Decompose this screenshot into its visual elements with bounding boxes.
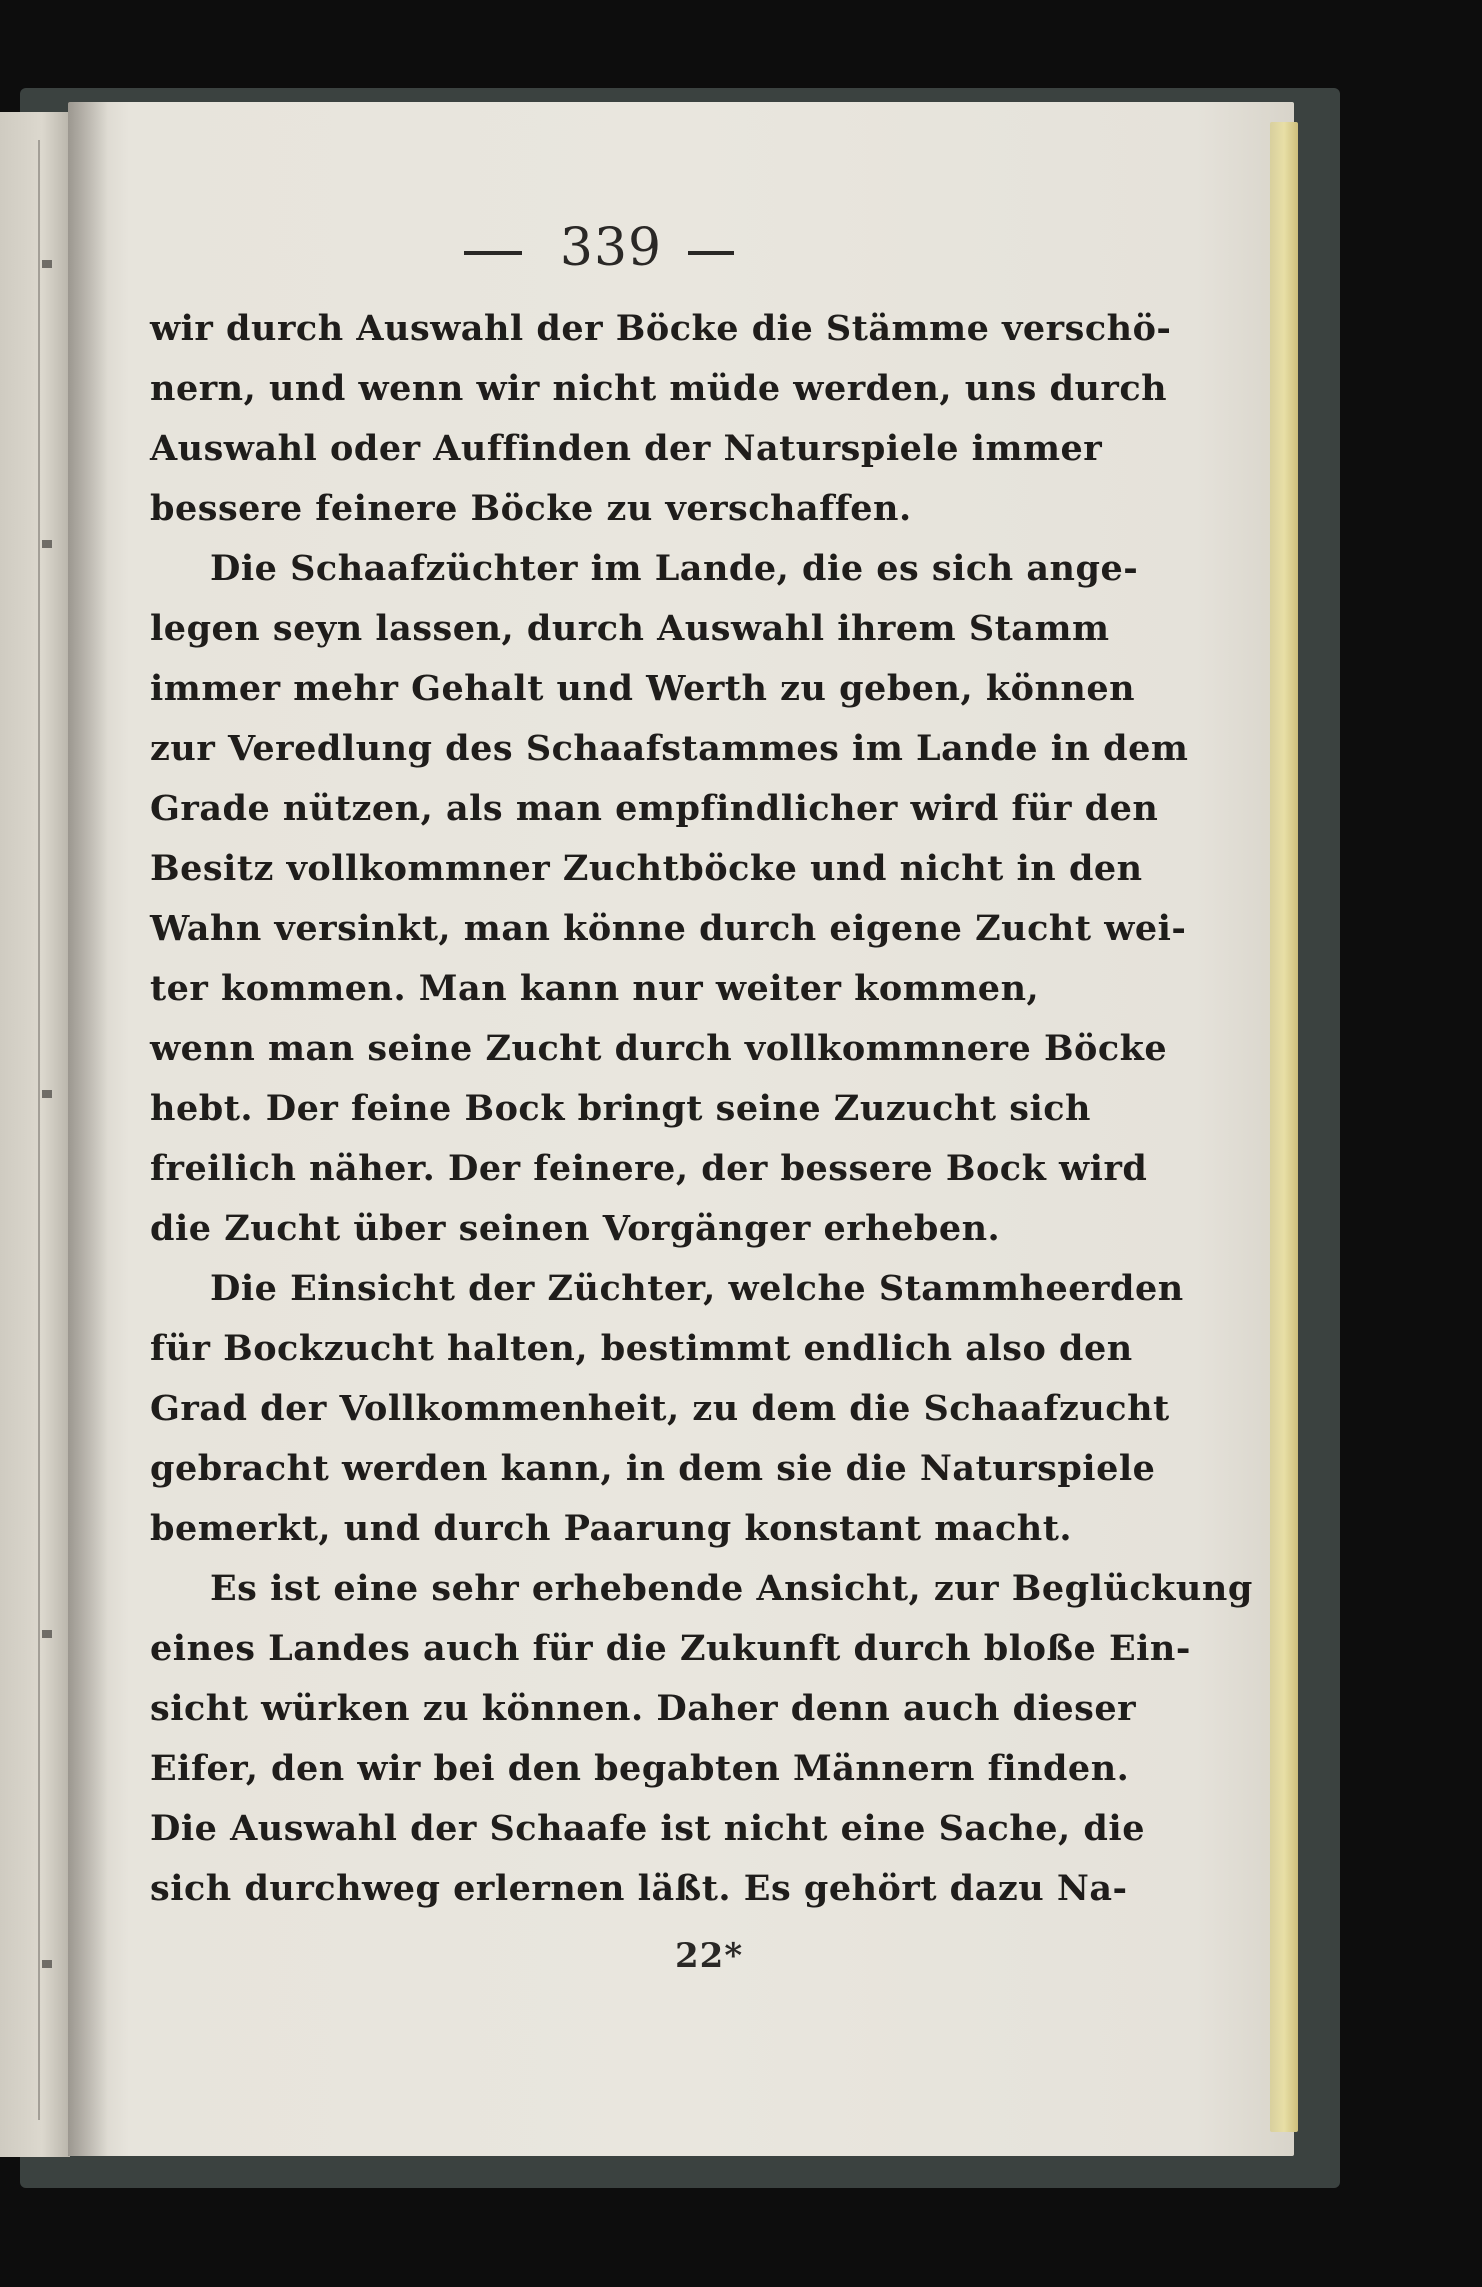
signature-mark: 22* — [675, 1936, 744, 1976]
text-line: wenn man seine Zucht durch vollkommnere Böcke — [150, 1028, 1168, 1069]
text-line: Besitz vollkommner Zuchtböcke und nicht in den — [150, 848, 1143, 889]
header-dash-right — [688, 251, 734, 255]
text-line: zur Veredlung des Schaafstammes im Lande in dem — [150, 728, 1189, 769]
text-line: Die Auswahl der Schaafe ist nicht eine Sache, die — [150, 1808, 1145, 1849]
text-line: immer mehr Gehalt und Werth zu geben, können — [150, 668, 1136, 709]
text-line: Es ist eine sehr erhebende Ansicht, zur Beglückung — [210, 1568, 1253, 1609]
text-line: nern, und wenn wir nicht müde werden, uns durch — [150, 368, 1168, 409]
text-line: die Zucht über seinen Vorgänger erheben. — [150, 1208, 1001, 1249]
text-line: hebt. Der feine Bock bringt seine Zuzucht sich — [150, 1088, 1091, 1129]
facing-page-mark — [42, 1960, 52, 1968]
text-line: gebracht werden kann, in dem sie die Naturspiele — [150, 1448, 1156, 1489]
text-line: Die Einsicht der Züchter, welche Stammheerden — [210, 1268, 1184, 1309]
text-line: Eifer, den wir bei den begabten Männern finden. — [150, 1748, 1130, 1789]
text-line: sicht würken zu können. Daher denn auch dieser — [150, 1688, 1137, 1729]
text-line: bemerkt, und durch Paarung konstant macht. — [150, 1508, 1073, 1549]
text-line: für Bockzucht halten, bestimmt endlich also den — [150, 1328, 1133, 1369]
text-line: Grade nützen, als man empfindlicher wird für den — [150, 788, 1159, 829]
running-header — [450, 218, 750, 288]
facing-page-edge — [0, 112, 70, 2157]
text-line: Grad der Vollkommenheit, zu dem die Schaafzucht — [150, 1388, 1170, 1429]
text-line: legen seyn lassen, durch Auswahl ihrem Stamm — [150, 608, 1110, 649]
text-line: sich durchweg erlernen läßt. Es gehört dazu Na- — [150, 1868, 1128, 1909]
facing-page-mark — [42, 260, 52, 268]
facing-page-fold-line — [38, 140, 40, 2120]
text-line: bessere feinere Böcke zu verschaffen. — [150, 488, 912, 529]
facing-page-mark — [42, 540, 52, 548]
text-line: Die Schaafzüchter im Lande, die es sich ange- — [210, 548, 1139, 589]
text-line: Auswahl oder Auffinden der Naturspiele immer — [150, 428, 1103, 469]
page-number: 339 — [559, 218, 663, 278]
header-dash-left — [464, 251, 522, 255]
gutter-shadow — [68, 102, 108, 2156]
facing-page-mark — [42, 1630, 52, 1638]
text-line: wir durch Auswahl der Böcke die Stämme verschö- — [150, 308, 1172, 349]
text-line: ter kommen. Man kann nur weiter kommen, — [150, 968, 1040, 1009]
text-line: Wahn versinkt, man könne durch eigene Zucht wei- — [150, 908, 1187, 949]
text-line: eines Landes auch für die Zukunft durch bloße Ein- — [150, 1628, 1191, 1669]
text-line: freilich näher. Der feinere, der bessere Bock wird — [150, 1148, 1148, 1189]
facing-page-mark — [42, 1090, 52, 1098]
page-edges-gilt — [1270, 122, 1298, 2132]
